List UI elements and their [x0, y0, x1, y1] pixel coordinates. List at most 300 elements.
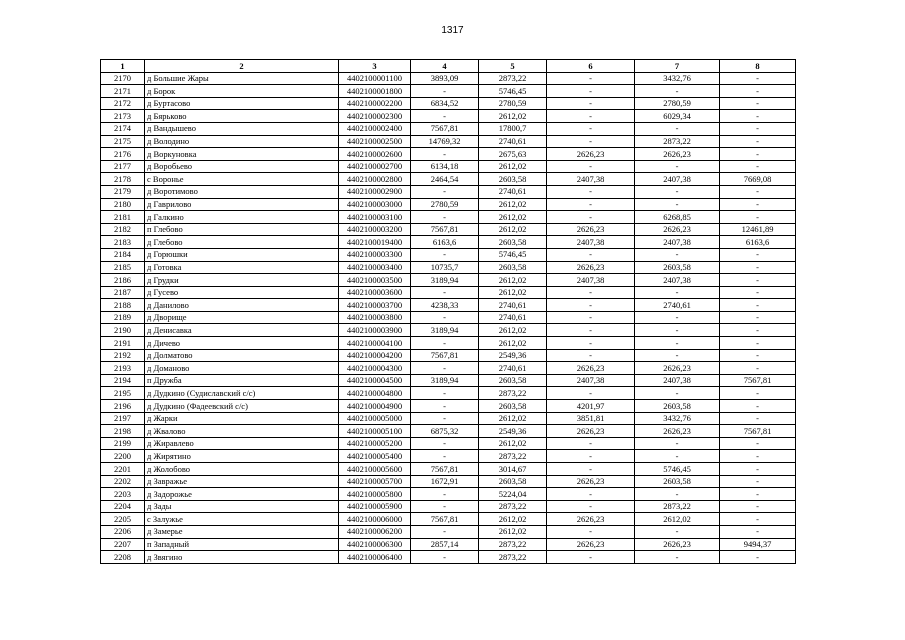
value-col-7: -: [635, 437, 720, 450]
value-col-5: 2612,02: [479, 286, 547, 299]
value-col-7: -: [635, 85, 720, 98]
settlement-code: 4402100005700: [339, 475, 411, 488]
settlement-name: д Воротимово: [145, 185, 339, 198]
settlement-code: 4402100002800: [339, 173, 411, 186]
table-row: [101, 223, 796, 236]
value-col-8: -: [720, 286, 796, 299]
value-col-5: 2603,58: [479, 173, 547, 186]
settlement-code: 4402100006000: [339, 513, 411, 526]
table-row: [101, 85, 796, 98]
settlement-code: 4402100004100: [339, 337, 411, 350]
value-col-5: 2873,22: [479, 538, 547, 551]
table-row: [101, 488, 796, 501]
value-col-4: -: [411, 412, 479, 425]
value-col-7: 2603,58: [635, 261, 720, 274]
table-row: [101, 72, 796, 85]
column-header: 8: [720, 60, 796, 73]
settlement-name: д Звягино: [145, 551, 339, 564]
value-col-7: 2603,58: [635, 475, 720, 488]
value-col-7: 2407,38: [635, 274, 720, 287]
page-number: 1317: [441, 25, 464, 36]
value-col-7: -: [635, 311, 720, 324]
settlement-code: 4402100005200: [339, 437, 411, 450]
value-col-6: 2626,23: [547, 513, 635, 526]
value-col-6: -: [547, 349, 635, 362]
settlement-name: д Даниловo: [145, 299, 339, 312]
value-col-4: -: [411, 400, 479, 413]
table-row: [101, 538, 796, 551]
row-number: 2207: [101, 538, 145, 551]
settlement-name: д Горюшки: [145, 248, 339, 261]
value-col-5: 2612,02: [479, 198, 547, 211]
settlement-name: д Жолобово: [145, 463, 339, 476]
value-col-7: -: [635, 185, 720, 198]
value-col-7: 2626,23: [635, 362, 720, 375]
settlement-code: 4402100005100: [339, 425, 411, 438]
settlement-name: д Жвалово: [145, 425, 339, 438]
value-col-4: -: [411, 362, 479, 375]
value-col-7: -: [635, 286, 720, 299]
settlement-code: 4402100005000: [339, 412, 411, 425]
column-header: 7: [635, 60, 720, 73]
value-col-8: -: [720, 349, 796, 362]
value-col-8: -: [720, 513, 796, 526]
table-row: [101, 412, 796, 425]
table-row: [101, 122, 796, 135]
settlement-name: с Воронье: [145, 173, 339, 186]
table-row: [101, 173, 796, 186]
value-col-8: -: [720, 500, 796, 513]
value-col-5: 2873,22: [479, 72, 547, 85]
settlement-name: п Дружба: [145, 374, 339, 387]
row-number: 2174: [101, 122, 145, 135]
value-col-5: 2549,36: [479, 425, 547, 438]
table-row: [101, 135, 796, 148]
value-col-4: 4238,33: [411, 299, 479, 312]
value-col-8: 7567,81: [720, 425, 796, 438]
settlement-code: 4402100002400: [339, 122, 411, 135]
header-row: [101, 60, 796, 73]
value-col-6: -: [547, 110, 635, 123]
value-col-7: 2626,23: [635, 223, 720, 236]
column-header: 5: [479, 60, 547, 73]
value-col-8: -: [720, 85, 796, 98]
value-col-5: 2780,59: [479, 97, 547, 110]
value-col-7: -: [635, 122, 720, 135]
value-col-8: -: [720, 299, 796, 312]
value-col-4: 3893,09: [411, 72, 479, 85]
settlement-code: 4402100002900: [339, 185, 411, 198]
settlement-name: д Глебово: [145, 236, 339, 249]
value-col-6: -: [547, 450, 635, 463]
row-number: 2196: [101, 400, 145, 413]
value-col-7: -: [635, 387, 720, 400]
row-number: 2198: [101, 425, 145, 438]
settlement-code: 4402100003600: [339, 286, 411, 299]
table-row: [101, 160, 796, 173]
value-col-6: -: [547, 286, 635, 299]
row-number: 2182: [101, 223, 145, 236]
row-number: 2181: [101, 211, 145, 224]
settlement-code: 4402100003000: [339, 198, 411, 211]
row-number: 2173: [101, 110, 145, 123]
row-number: 2179: [101, 185, 145, 198]
value-col-5: 2740,61: [479, 311, 547, 324]
table-row: [101, 236, 796, 249]
settlement-name: д Гусево: [145, 286, 339, 299]
settlement-name: д Готовка: [145, 261, 339, 274]
row-number: 2200: [101, 450, 145, 463]
value-col-5: 2549,36: [479, 349, 547, 362]
table-row: [101, 97, 796, 110]
value-col-4: 7567,81: [411, 349, 479, 362]
settlement-code: 4402100003100: [339, 211, 411, 224]
value-col-8: -: [720, 211, 796, 224]
value-col-6: 2407,38: [547, 173, 635, 186]
value-col-5: 5746,45: [479, 248, 547, 261]
row-number: 2187: [101, 286, 145, 299]
settlement-code: 4402100004800: [339, 387, 411, 400]
table-row: [101, 463, 796, 476]
value-col-6: 2626,23: [547, 261, 635, 274]
table-row: [101, 337, 796, 350]
value-col-5: 2675,63: [479, 148, 547, 161]
value-col-7: 2780,59: [635, 97, 720, 110]
settlement-name: д Борок: [145, 85, 339, 98]
table-row: [101, 349, 796, 362]
value-col-7: 2407,38: [635, 374, 720, 387]
row-number: 2205: [101, 513, 145, 526]
value-col-6: 4201,97: [547, 400, 635, 413]
value-col-7: -: [635, 324, 720, 337]
row-number: 2195: [101, 387, 145, 400]
value-col-8: -: [720, 463, 796, 476]
value-col-5: 2612,02: [479, 412, 547, 425]
value-col-7: 2612,02: [635, 513, 720, 526]
value-col-4: 7567,81: [411, 513, 479, 526]
value-col-5: 17800,7: [479, 122, 547, 135]
value-col-7: -: [635, 450, 720, 463]
value-col-7: -: [635, 198, 720, 211]
value-col-6: -: [547, 463, 635, 476]
row-number: 2180: [101, 198, 145, 211]
value-col-6: -: [547, 387, 635, 400]
settlement-code: 4402100002700: [339, 160, 411, 173]
row-number: 2190: [101, 324, 145, 337]
table-row: [101, 450, 796, 463]
value-col-5: 2612,02: [479, 525, 547, 538]
value-col-8: 6163,6: [720, 236, 796, 249]
table-body: [101, 72, 796, 563]
row-number: 2186: [101, 274, 145, 287]
settlement-code: 4402100003800: [339, 311, 411, 324]
settlement-name: д Жиравлево: [145, 437, 339, 450]
table-row: [101, 551, 796, 564]
value-col-5: 2612,02: [479, 324, 547, 337]
value-col-5: 2612,02: [479, 513, 547, 526]
value-col-8: -: [720, 110, 796, 123]
value-col-7: 2407,38: [635, 173, 720, 186]
row-number: 2193: [101, 362, 145, 375]
table-row: [101, 513, 796, 526]
value-col-8: -: [720, 261, 796, 274]
value-col-6: -: [547, 97, 635, 110]
value-col-6: -: [547, 85, 635, 98]
value-col-4: -: [411, 211, 479, 224]
value-col-6: -: [547, 122, 635, 135]
value-col-7: -: [635, 349, 720, 362]
value-col-7: 2873,22: [635, 135, 720, 148]
table-row: [101, 437, 796, 450]
value-col-8: -: [720, 488, 796, 501]
table-row: [101, 387, 796, 400]
value-col-6: -: [547, 311, 635, 324]
row-number: 2177: [101, 160, 145, 173]
row-number: 2172: [101, 97, 145, 110]
value-col-7: -: [635, 525, 720, 538]
value-col-6: -: [547, 160, 635, 173]
value-col-6: -: [547, 551, 635, 564]
settlement-name: д Буртасово: [145, 97, 339, 110]
value-col-7: -: [635, 160, 720, 173]
row-number: 2194: [101, 374, 145, 387]
value-col-6: 3851,81: [547, 412, 635, 425]
value-col-7: 5746,45: [635, 463, 720, 476]
value-col-4: 6834,52: [411, 97, 479, 110]
value-col-5: 5746,45: [479, 85, 547, 98]
settlements-table: [100, 59, 796, 564]
table-row: [101, 500, 796, 513]
row-number: 2175: [101, 135, 145, 148]
value-col-8: -: [720, 274, 796, 287]
value-col-8: -: [720, 198, 796, 211]
value-col-4: -: [411, 387, 479, 400]
table-row: [101, 148, 796, 161]
table-row: [101, 400, 796, 413]
value-col-8: 7669,08: [720, 173, 796, 186]
settlement-code: 4402100004200: [339, 349, 411, 362]
value-col-4: -: [411, 311, 479, 324]
value-col-7: 2873,22: [635, 500, 720, 513]
value-col-8: -: [720, 400, 796, 413]
value-col-5: 2873,22: [479, 500, 547, 513]
value-col-5: 2612,02: [479, 160, 547, 173]
settlement-name: д Вандышево: [145, 122, 339, 135]
value-col-6: -: [547, 299, 635, 312]
value-col-4: -: [411, 437, 479, 450]
value-col-6: -: [547, 437, 635, 450]
value-col-6: -: [547, 337, 635, 350]
table-row: [101, 525, 796, 538]
table-row: [101, 425, 796, 438]
settlement-code: 4402100004300: [339, 362, 411, 375]
value-col-5: 2740,61: [479, 362, 547, 375]
row-number: 2206: [101, 525, 145, 538]
value-col-7: 3432,76: [635, 412, 720, 425]
value-col-8: -: [720, 311, 796, 324]
settlement-name: д Доманово: [145, 362, 339, 375]
value-col-7: 2407,38: [635, 236, 720, 249]
settlement-code: 4402100003700: [339, 299, 411, 312]
settlement-code: 4402100004500: [339, 374, 411, 387]
settlement-name: д Грудки: [145, 274, 339, 287]
value-col-4: 6875,32: [411, 425, 479, 438]
settlement-code: 4402100005900: [339, 500, 411, 513]
settlement-name: д Гаврилово: [145, 198, 339, 211]
settlement-name: д Долматово: [145, 349, 339, 362]
value-col-4: 1672,91: [411, 475, 479, 488]
table-row: [101, 261, 796, 274]
value-col-4: -: [411, 185, 479, 198]
row-number: 2184: [101, 248, 145, 261]
settlement-name: д Денисавка: [145, 324, 339, 337]
value-col-4: 7567,81: [411, 223, 479, 236]
value-col-7: 2740,61: [635, 299, 720, 312]
value-col-6: -: [547, 185, 635, 198]
value-col-7: 2603,58: [635, 400, 720, 413]
value-col-8: -: [720, 97, 796, 110]
value-col-6: -: [547, 488, 635, 501]
row-number: 2178: [101, 173, 145, 186]
value-col-6: 2626,23: [547, 223, 635, 236]
row-number: 2199: [101, 437, 145, 450]
settlement-code: 4402100003900: [339, 324, 411, 337]
settlement-name: д Задорожье: [145, 488, 339, 501]
settlement-code: 4402100003200: [339, 223, 411, 236]
value-col-6: -: [547, 72, 635, 85]
value-col-4: -: [411, 85, 479, 98]
value-col-7: -: [635, 248, 720, 261]
value-col-6: -: [547, 525, 635, 538]
value-col-6: -: [547, 324, 635, 337]
value-col-7: -: [635, 337, 720, 350]
value-col-4: 6163,6: [411, 236, 479, 249]
settlement-code: 4402100002200: [339, 97, 411, 110]
value-col-8: 7567,81: [720, 374, 796, 387]
value-col-8: -: [720, 387, 796, 400]
table-row: [101, 211, 796, 224]
value-col-6: 2626,23: [547, 362, 635, 375]
value-col-4: 3189,94: [411, 374, 479, 387]
value-col-4: -: [411, 551, 479, 564]
value-col-5: 2612,02: [479, 274, 547, 287]
value-col-6: -: [547, 135, 635, 148]
value-col-5: 5224,04: [479, 488, 547, 501]
value-col-5: 2740,61: [479, 185, 547, 198]
settlement-name: д Бярьково: [145, 110, 339, 123]
row-number: 2170: [101, 72, 145, 85]
settlement-name: п Западный: [145, 538, 339, 551]
value-col-6: 2626,23: [547, 425, 635, 438]
row-number: 2201: [101, 463, 145, 476]
value-col-4: -: [411, 148, 479, 161]
value-col-6: -: [547, 211, 635, 224]
value-col-5: 2740,61: [479, 135, 547, 148]
row-number: 2189: [101, 311, 145, 324]
settlement-name: с Залужье: [145, 513, 339, 526]
table-row: [101, 311, 796, 324]
settlement-name: д Дудкино (Фадеевский с/с): [145, 400, 339, 413]
value-col-4: 2464,54: [411, 173, 479, 186]
value-col-4: -: [411, 525, 479, 538]
value-col-4: -: [411, 500, 479, 513]
settlement-name: д Галкино: [145, 211, 339, 224]
settlement-name: д Жирятино: [145, 450, 339, 463]
value-col-8: -: [720, 122, 796, 135]
settlement-name: д Дичево: [145, 337, 339, 350]
settlement-name: д Дудкино (Судиславский с/с): [145, 387, 339, 400]
row-number: 2171: [101, 85, 145, 98]
value-col-6: -: [547, 248, 635, 261]
row-number: 2202: [101, 475, 145, 488]
value-col-7: 6029,34: [635, 110, 720, 123]
settlement-code: 4402100001800: [339, 85, 411, 98]
table-row: [101, 198, 796, 211]
value-col-4: 10735,7: [411, 261, 479, 274]
value-col-4: -: [411, 248, 479, 261]
value-col-5: 2612,02: [479, 437, 547, 450]
settlement-code: 4402100006400: [339, 551, 411, 564]
value-col-6: 2407,38: [547, 274, 635, 287]
settlement-code: 4402100002500: [339, 135, 411, 148]
value-col-7: 2626,23: [635, 148, 720, 161]
value-col-6: 2626,23: [547, 475, 635, 488]
column-header: 6: [547, 60, 635, 73]
settlement-code: 4402100006300: [339, 538, 411, 551]
row-number: 2203: [101, 488, 145, 501]
settlement-name: д Большие Жары: [145, 72, 339, 85]
value-col-5: 2612,02: [479, 337, 547, 350]
value-col-7: 2626,23: [635, 538, 720, 551]
value-col-7: 3432,76: [635, 72, 720, 85]
value-col-5: 2612,02: [479, 223, 547, 236]
table-row: [101, 362, 796, 375]
settlement-code: 4402100003400: [339, 261, 411, 274]
table-row: [101, 324, 796, 337]
settlement-name: д Дворище: [145, 311, 339, 324]
value-col-5: 2873,22: [479, 551, 547, 564]
settlement-code: 4402100003500: [339, 274, 411, 287]
row-number: 2191: [101, 337, 145, 350]
settlement-code: 4402100005600: [339, 463, 411, 476]
value-col-6: 2626,23: [547, 538, 635, 551]
settlement-code: 4402100003300: [339, 248, 411, 261]
value-col-6: -: [547, 198, 635, 211]
value-col-8: -: [720, 450, 796, 463]
value-col-5: 2603,58: [479, 400, 547, 413]
value-col-7: 2626,23: [635, 425, 720, 438]
value-col-6: -: [547, 500, 635, 513]
value-col-5: 2873,22: [479, 450, 547, 463]
value-col-5: 2612,02: [479, 211, 547, 224]
value-col-8: 12461,89: [720, 223, 796, 236]
value-col-4: 7567,81: [411, 122, 479, 135]
value-col-5: 2740,61: [479, 299, 547, 312]
table-row: [101, 374, 796, 387]
value-col-5: 2603,58: [479, 475, 547, 488]
column-header: 4: [411, 60, 479, 73]
row-number: 2204: [101, 500, 145, 513]
row-number: 2176: [101, 148, 145, 161]
table-row: [101, 475, 796, 488]
value-col-8: -: [720, 248, 796, 261]
settlement-name: д Замерье: [145, 525, 339, 538]
value-col-4: 3189,94: [411, 324, 479, 337]
value-col-4: -: [411, 286, 479, 299]
value-col-8: -: [720, 324, 796, 337]
row-number: 2197: [101, 412, 145, 425]
value-col-7: -: [635, 551, 720, 564]
